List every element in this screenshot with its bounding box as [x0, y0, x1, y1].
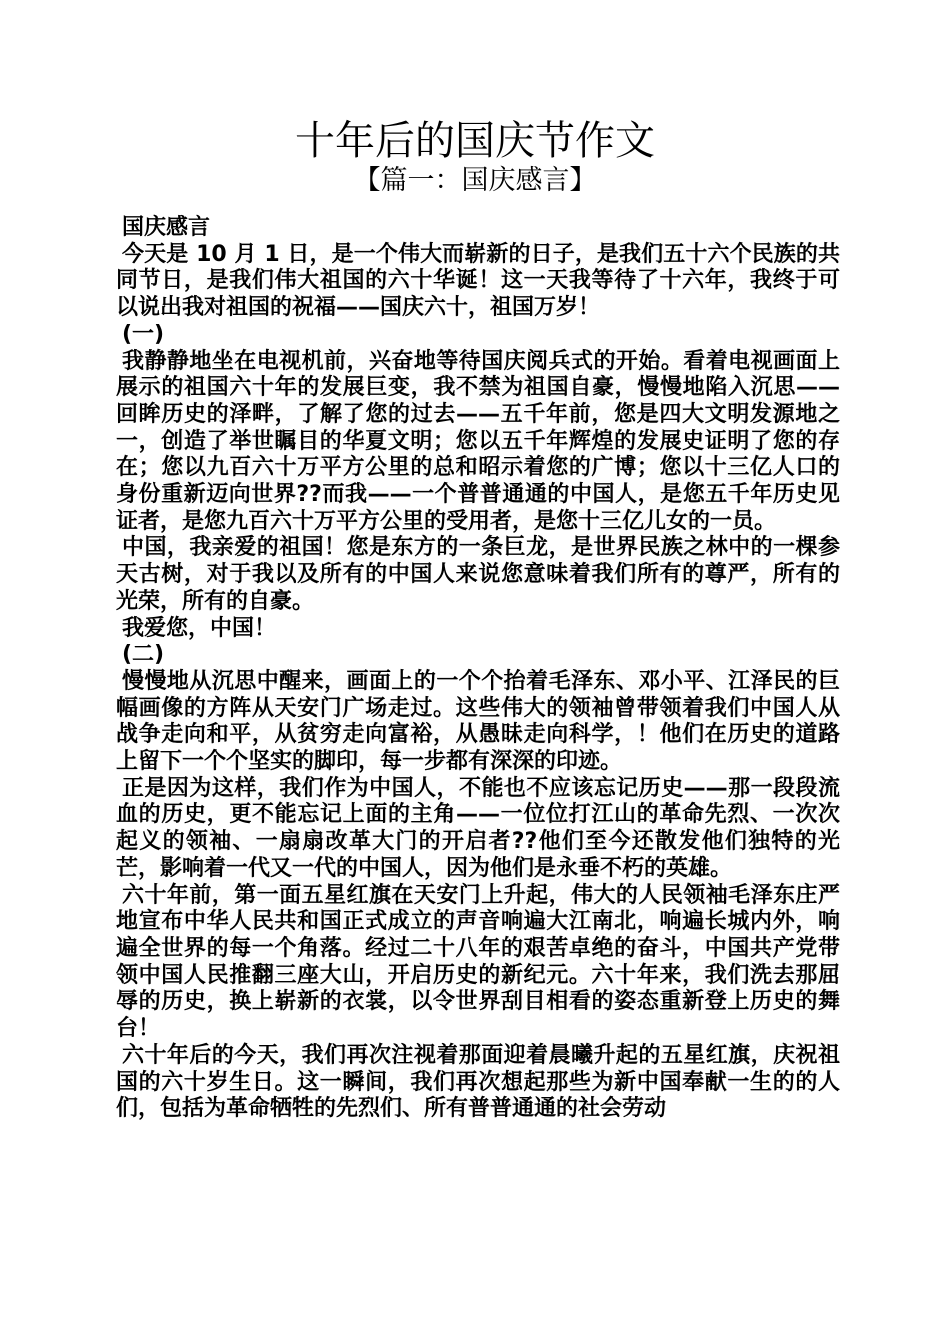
paragraph: 慢慢地从沉思中醒来，画面上的一个个抬着毛泽东、邓小平、江泽民的巨幅画像的方阵从天安门广场走过。这些伟大的领袖曾带领着我们中国人从战争走向和平，从贫穷走向富裕，从愚昧走向科学，！他们在历史的道路上留下一个个坚实的脚印，每一步都有深深的印迹。: [116, 668, 840, 775]
paragraph: 今天是 10 月 1 日，是一个伟大而崭新的日子，是我们五十六个民族的共同节日，是我们伟大祖国的六十华诞！这一天我等待了十六年，我终于可以说出我对祖国的祝福——国庆六十，祖国万岁！: [116, 241, 840, 321]
section-heading: 国庆感言: [122, 215, 211, 240]
document-title: 十年后的国庆节作文: [295, 118, 655, 164]
paragraph: 我静静地坐在电视机前，兴奋地等待国庆阅兵式的开始。看着电视画面上展示的祖国六十年的发展巨变，我不禁为祖国自豪，慢慢地陷入沉思——回眸历史的泽畔，了解了您的过去——五千年前，您是四大文明发源地之一，创造了举世瞩目的华夏文明；您以五千年辉煌的发展史证明了您的存在；您以九百六十万平方公里的总和昭示着您的广博；您以十三亿人口的身份重新迈向世界??而我——一个普普通通的中国人，是您五千年历史见证者，是您九百六十万平方公里的受用者，是您十三亿儿女的一员。: [116, 348, 840, 534]
paragraph: 六十年后的今天，我们再次注视着那面迎着晨曦升起的五星红旗，庆祝祖国的六十岁生日。这一瞬间，我们再次想起那些为新中国奉献一生的的人们，包括为革命牺牲的先烈们、所有普普通通的社会劳动: [116, 1042, 840, 1122]
paragraph: 六十年前，第一面五星红旗在天安门上升起，伟大的人民领袖毛泽东庄严地宣布中华人民共和国正式成立的声音响遍大江南北，响遍长城内外，响遍全世界的每一个角落。经过二十八年的艰苦卓绝的奋斗，中国共产党带领中国人民推翻三座大山，开启历史的新纪元。六十年来，我们洗去那屈辱的历史，换上崭新的衣裳，以令世界刮目相看的姿态重新登上历史的舞台！: [116, 882, 840, 1042]
paragraph: 正是因为这样，我们作为中国人，不能也不应该忘记历史——那一段段流血的历史，更不能忘记上面的主角——一位位打江山的革命先烈、一次次起义的领袖、一扇扇改革大门的开启者??他们至今还散发他们独特的光芒，影响着一代又一代的中国人，因为他们是永垂不朽的英雄。: [116, 775, 840, 881]
paragraph: 我爱您，中国！: [122, 615, 277, 641]
paragraph: 中国，我亲爱的祖国！您是东方的一条巨龙，是世界民族之林中的一棵参天古树，对于我以及所有的中国人来说您意味着我们所有的尊严，所有的光荣，所有的自豪。: [116, 535, 840, 614]
document-body: [116, 215, 840, 1123]
section-marker: (二): [122, 642, 165, 668]
document-subtitle: 【篇一：国庆感言】: [353, 165, 597, 196]
section-marker: (一): [122, 321, 165, 347]
